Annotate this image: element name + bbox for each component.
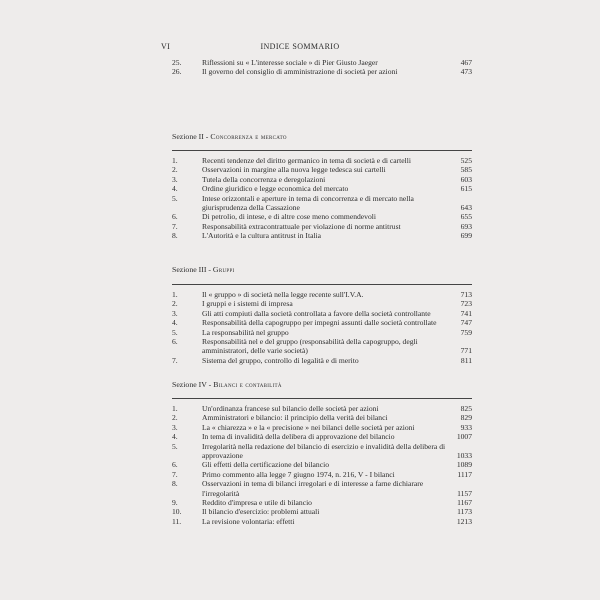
entry-number: 25.	[172, 58, 182, 67]
list-item	[172, 222, 472, 231]
section-rule	[172, 284, 472, 285]
entry-title: L'Autorità e la cultura antitrust in Italia	[202, 231, 322, 241]
section-entries	[172, 290, 472, 365]
entry-page-number: 1173	[457, 507, 472, 517]
entry-page-number: 1033	[456, 451, 472, 461]
entry-page-number: 585	[460, 165, 472, 175]
entry-number: 3.	[172, 174, 178, 184]
entry-page-number: 829	[460, 413, 472, 423]
entry-number: 26.	[172, 67, 182, 77]
entry-page-number: 473	[460, 67, 472, 77]
entry-title: La « chiarezza » e la « precisione » nei bilanci delle società per azioni	[202, 422, 415, 432]
top-entries	[172, 58, 472, 77]
entry-number: 5.	[172, 327, 178, 337]
entry-page-number: 713	[460, 290, 472, 299]
page-folio: VI	[161, 42, 171, 51]
entry-title: Riflessioni su « L'interesse sociale » di Pier Giusto Jaeger	[202, 58, 378, 67]
entry-number: 2.	[172, 413, 178, 423]
entry-number: 3.	[172, 308, 178, 318]
list-item	[172, 67, 472, 76]
list-item	[172, 356, 472, 365]
list-item	[172, 58, 472, 67]
entry-title: Il bilancio d'esercizio: problemi attuali	[202, 507, 320, 517]
entry-title: Ordine giuridico e legge economica del mercato	[202, 184, 349, 194]
section-entries	[172, 156, 472, 241]
section-rule	[172, 150, 472, 151]
entry-number: 7.	[172, 355, 178, 365]
list-item	[172, 442, 472, 461]
entry-number: 1.	[172, 290, 178, 299]
entry-page-number: 467	[460, 58, 472, 67]
entry-title: Responsabilità extracontrattuale per violazione di norme antitrust	[202, 221, 401, 231]
entry-number: 1.	[172, 156, 178, 165]
entry-title: Primo commento alla legge 7 giugno 1974, n. 216, V - I bilanci	[202, 469, 395, 479]
list-item	[172, 517, 472, 526]
list-item	[172, 212, 472, 221]
entry-title: Sistema del gruppo, controllo di legalità e di merito	[202, 355, 359, 365]
entry-number: 11.	[172, 516, 182, 526]
entry-page-number: 1117	[457, 469, 472, 479]
entry-page-number: 615	[460, 184, 472, 194]
entry-title: Amministratori e bilancio: il principio della verità dei bilanci	[202, 413, 388, 423]
entry-page-number: 655	[460, 212, 472, 222]
list-item	[172, 479, 472, 498]
entry-page-number: 759	[460, 327, 472, 337]
entry-title: In tema di invalidità della delibera di approvazione del bilancio	[202, 432, 395, 442]
entry-number: 7.	[172, 469, 178, 479]
entry-page-number: 1007	[456, 432, 472, 442]
entry-title: Di petrolio, di intese, e di altre cose meno commendevoli	[202, 212, 376, 222]
entry-title: Un'ordinanza francese sul bilancio delle società per azioni	[202, 404, 379, 413]
entry-title: Intese orizzontali e aperture in tema di concorrenza e di mercato nella giurisprudenza della Cassazione	[202, 193, 414, 213]
list-item	[172, 231, 472, 240]
entry-number: 7.	[172, 221, 178, 231]
entry-page-number: 747	[460, 318, 472, 328]
entry-title: Tutela della concorrenza e deregolazioni	[202, 174, 326, 184]
entry-page-number: 643	[460, 203, 472, 213]
entry-title: Gli atti compiuti dalla società controllata a favore della società controllante	[202, 308, 431, 318]
list-item	[172, 423, 472, 432]
section-heading: Sezione II - Concorrenza e mercato	[172, 132, 287, 141]
entry-page-number: 693	[460, 221, 472, 231]
entry-page-number: 825	[460, 404, 472, 413]
list-item	[172, 290, 472, 299]
list-item	[172, 184, 472, 193]
entry-title: Reddito d'impresa e utile di bilancio	[202, 498, 312, 508]
entry-number: 1.	[172, 404, 178, 413]
running-title: INDICE SOMMARIO	[260, 42, 340, 51]
entry-title: Recenti tendenze del diritto germanico in tema di società e di cartelli	[202, 156, 411, 165]
list-item	[172, 337, 472, 356]
entry-number: 9.	[172, 498, 178, 508]
entry-title: La responsabilità nel gruppo	[202, 327, 289, 337]
list-item	[172, 299, 472, 308]
entry-page-number: 771	[460, 346, 472, 356]
entry-title: Il « gruppo » di società nella legge recente sull'I.V.A.	[202, 290, 364, 299]
entry-page-number: 1213	[456, 516, 472, 526]
entry-page-number: 525	[460, 156, 472, 165]
list-item	[172, 432, 472, 441]
entry-page-number: 1089	[456, 460, 472, 470]
list-item	[172, 328, 472, 337]
entry-number: 2.	[172, 165, 178, 175]
section-rule	[172, 398, 472, 399]
list-item	[172, 404, 472, 413]
list-item	[172, 498, 472, 507]
list-item	[172, 413, 472, 422]
list-item	[172, 318, 472, 327]
entry-page-number: 723	[460, 299, 472, 309]
section-entries	[172, 404, 472, 526]
entry-title: Responsabilità della capogruppo per impegni assunti dalle società controllate	[202, 318, 437, 328]
entry-title: Osservazioni in tema di bilanci irregolari e di interesse a farne dichiarare l'irregolarità	[202, 479, 424, 498]
entry-number: 5.	[172, 193, 178, 203]
entry-number: 8.	[172, 231, 178, 241]
entry-title: Il governo del consiglio di amministrazione di società per azioni	[202, 67, 398, 77]
list-item	[172, 175, 472, 184]
entry-page-number: 603	[460, 174, 472, 184]
entry-number: 5.	[172, 441, 178, 451]
entry-title: I gruppi e i sistemi di impresa	[202, 299, 293, 309]
entry-number: 8.	[172, 479, 178, 489]
list-item	[172, 156, 472, 165]
entry-number: 2.	[172, 299, 178, 309]
entry-title: Irregolarità nella redazione del bilancio di esercizio e invalidità della delibera di approvazione	[202, 441, 446, 461]
running-head	[0, 42, 600, 56]
list-item	[172, 309, 472, 318]
list-item	[172, 507, 472, 516]
entry-page-number: 811	[460, 355, 472, 365]
entry-page-number: 741	[460, 308, 472, 318]
entry-number: 4.	[172, 432, 178, 442]
entry-title: Gli effetti della certificazione del bilancio	[202, 460, 329, 470]
entry-page-number: 933	[460, 422, 472, 432]
entry-number: 4.	[172, 184, 178, 194]
entry-title: Osservazioni in margine alla nuova legge tedesca sui cartelli	[202, 165, 386, 175]
entry-number: 4.	[172, 318, 178, 328]
entry-title: La revisione volontaria: effetti	[202, 516, 295, 526]
list-item	[172, 460, 472, 469]
entry-page-number: 1167	[457, 498, 472, 508]
entry-number: 10.	[172, 507, 182, 517]
entry-number: 6.	[172, 212, 178, 222]
entry-number: 6.	[172, 337, 178, 347]
list-item	[172, 194, 472, 213]
entry-number: 6.	[172, 460, 178, 470]
section-heading: Sezione III - Gruppi	[172, 265, 235, 274]
entry-page-number: 699	[460, 231, 472, 241]
entry-title: Responsabilità nel e del gruppo (responsabilità della capogruppo, degli amministratori, delle varie società)	[202, 337, 418, 356]
section-heading: Sezione IV - Bilanci e contabilità	[172, 380, 282, 389]
entry-page-number: 1157	[457, 488, 472, 498]
list-item	[172, 470, 472, 479]
entry-number: 3.	[172, 422, 178, 432]
list-item	[172, 165, 472, 174]
